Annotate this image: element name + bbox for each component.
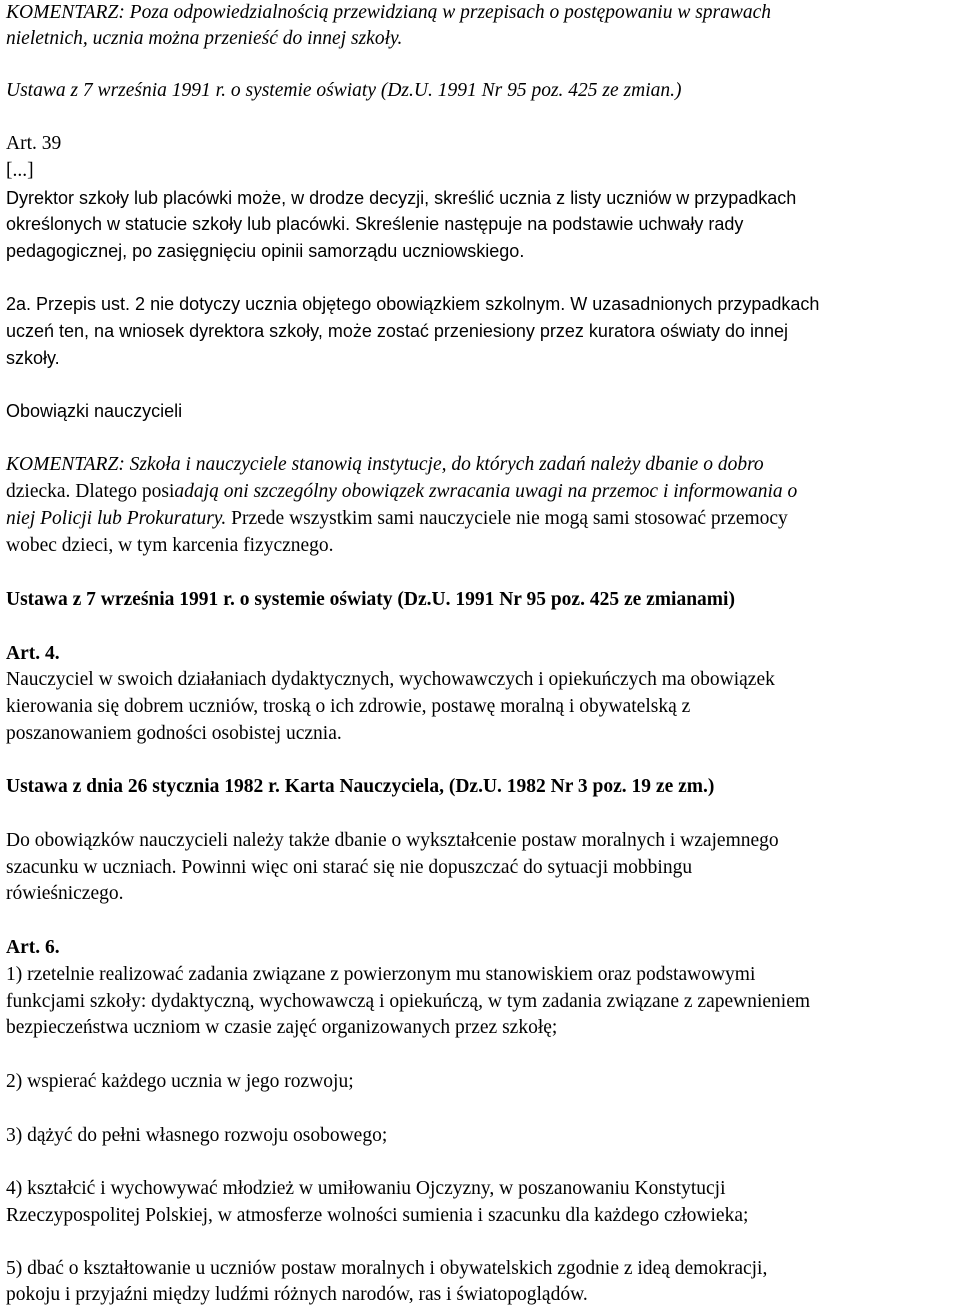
art-4-heading: Art. 4. [6, 643, 60, 664]
art-6-item-5-line-2: pokoju i przyjaźni między ludźmi różnych narodów, ras i światopoglądów. [6, 1284, 588, 1305]
art-6-item-3: 3) dążyć do pełni własnego rozwoju osobowego; [6, 1125, 388, 1146]
art-39-line-2 [6, 211, 743, 237]
comment-2-line-3a: niej Policji lub Prokuratury. [6, 508, 232, 529]
art-6-item-1-line-2: funkcjami szkoły: dydaktyczną, wychowawczą i opiekuńczą, w tym zadania związane z zapewnieniem [6, 991, 811, 1012]
art-6-item-1-line-1: 1) rzetelnie realizować zadania związane z powierzonym mu stanowiskiem oraz podstawowymi [6, 964, 756, 985]
sec-2a-line-1a: 2a. Przepis ust. 2 nie dotyczy ucznia objętego obowiązkiem szkolnym. [6, 294, 571, 314]
art-39-line-1: Dyrektor szkoły lub placówki może, w drodze decyzji, skreślić ucznia z listy uczniów w przypadkach [6, 188, 797, 208]
comment-2-line-2 [6, 479, 797, 505]
act-reference-2: Ustawa z 7 września 1991 r. o systemie oświaty (Dz.U. 1991 Nr 95 poz. 425 ze zmianami) [6, 589, 735, 610]
art-39-line-3: pedagogicznej, po zasięgnięciu opinii samorządu uczniowskiego. [6, 241, 525, 261]
section-heading: Obowiązki nauczycieli [6, 401, 183, 421]
sec-2a-line-3: szkoły. [6, 348, 60, 368]
sec-2a-line-1b: W uzasadnionych przypadkach [570, 294, 820, 314]
act-reference-3: Ustawa z dnia 26 stycznia 1982 r. Karta Nauczyciela, (Dz.U. 1982 Nr 3 poz. 19 ze zm.) [6, 776, 715, 797]
art-6-item-1-line-3: bezpieczeństwa uczniom w czasie zajęć organizowanych przez szkołę; [6, 1017, 558, 1038]
art-39-line-2a: określonych w statucie szkoły lub placówki. [6, 214, 356, 234]
art-39-heading: Art. 39 [6, 133, 62, 154]
comment-2-line-3 [6, 506, 788, 532]
comment-2-line-3b: Przede wszystkim sami nauczyciele nie mogą sami stosować przemocy [231, 508, 788, 529]
art-4-line-2: kierowania się dobrem uczniów, troską o ich zdrowie, postawę moralną i obywatelską z [6, 696, 691, 717]
comment-2-line-1: KOMENTARZ: Szkoła i nauczyciele stanowią instytucje, do których zadań należy dbanie o dobro [6, 454, 764, 475]
art-4-line-3: poszanowaniem godności osobistej ucznia. [6, 723, 342, 744]
art-4-line-1: Nauczyciel w swoich działaniach dydaktycznych, wychowawczych i opiekuńczych ma obowiązek [6, 669, 775, 690]
duties-line-1: Do obowiązków nauczycieli należy także dbanie o wykształcenie postaw moralnych i wzajemnego [6, 830, 779, 851]
sec-2a-line-1 [6, 291, 819, 317]
duties-line-2: szacunku w uczniach. Powinni więc oni starać się nie dopuszczać do sytuacji mobbingu [6, 857, 693, 878]
art-6-item-4-line-2: Rzeczypospolitej Polskiej, w atmosferze wolności sumienia i szacunku dla każdego człowieka; [6, 1205, 749, 1226]
comment-1-line-1: KOMENTARZ: Poza odpowiedzialnością przewidzianą w przepisach o postępowaniu w sprawach [6, 2, 772, 23]
art-6-heading: Art. 6. [6, 937, 60, 958]
comment-2-line-2b: adają oni szczególny obowiązek zwracania uwagi na przemoc i informowania o [174, 481, 798, 502]
duties-line-3: rówieśniczego. [6, 883, 124, 904]
art-39-ellipsis: [...] [6, 160, 34, 181]
comment-1-line-2: nieletnich, ucznia można przenieść do innej szkoły. [6, 28, 403, 49]
comment-2-line-2a: dziecka. Dlatego posi [6, 481, 175, 502]
sec-2a-line-2: uczeń ten, na wniosek dyrektora szkoły, może zostać przeniesiony przez kuratora oświaty do innej [6, 321, 789, 341]
comment-2-line-4: wobec dzieci, w tym karcenia fizycznego. [6, 535, 334, 556]
art-39-line-2b: Skreślenie następuje na podstawie uchwały rady [355, 214, 744, 234]
art-6-item-4-line-1: 4) kształcić i wychowywać młodzież w umiłowaniu Ojczyzny, w poszanowaniu Konstytucji [6, 1178, 726, 1199]
art-6-item-5-line-1: 5) dbać o kształtowanie u uczniów postaw moralnych i obywatelskich zgodnie z ideą demokracji, [6, 1258, 768, 1279]
art-6-item-2: 2) wspierać każdego ucznia w jego rozwoju; [6, 1071, 354, 1092]
act-reference-1: Ustawa z 7 września 1991 r. o systemie oświaty (Dz.U. 1991 Nr 95 poz. 425 ze zmian.) [6, 80, 682, 101]
